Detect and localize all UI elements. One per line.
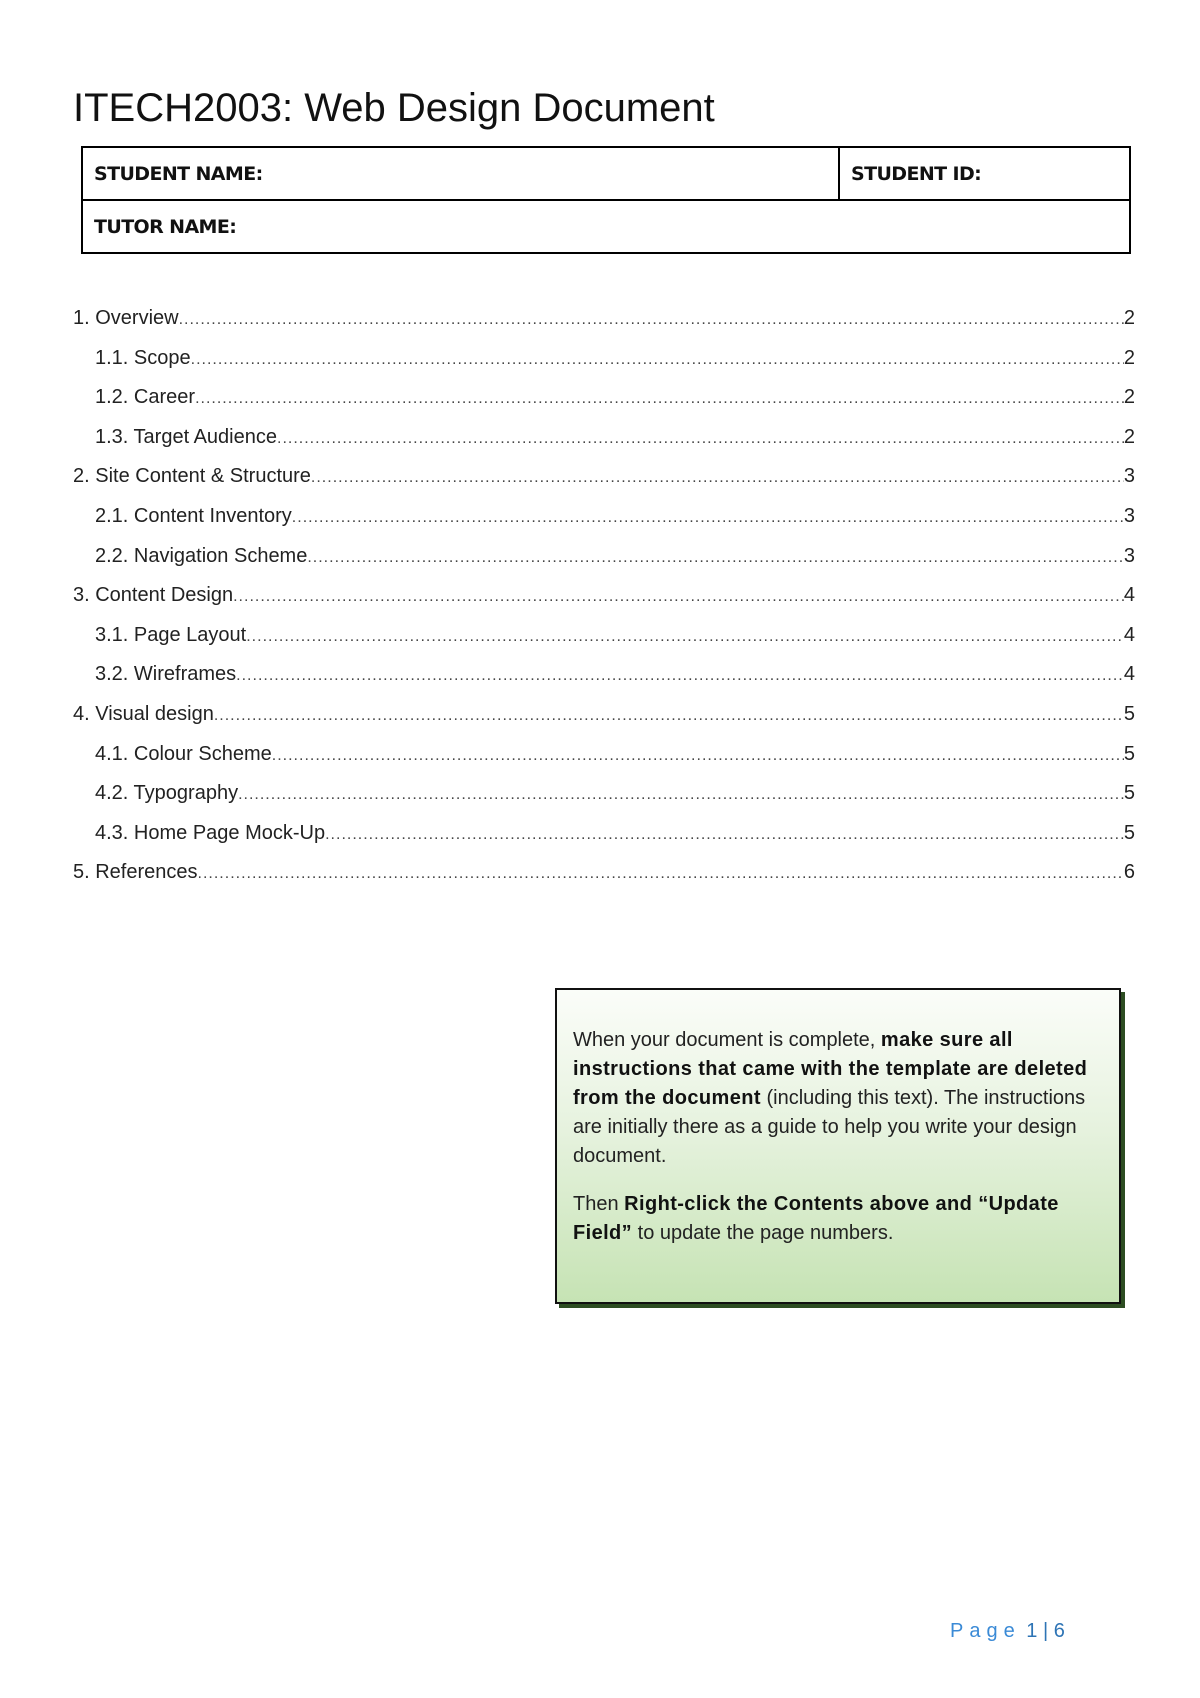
toc-entry[interactable]	[73, 299, 1135, 339]
student-id-label: STUDENT ID:	[851, 162, 982, 185]
toc-entry-label[interactable]: 2. Site Content & Structure	[73, 465, 311, 488]
toc-dot-leader	[179, 300, 1124, 340]
toc-dot-leader	[214, 696, 1124, 736]
toc-dot-leader	[272, 736, 1124, 776]
instruction-note-box	[555, 988, 1121, 1304]
toc-entry-label[interactable]: 1.2. Career	[95, 386, 196, 409]
toc-dot-leader	[246, 617, 1124, 657]
toc-entry-label[interactable]: 3.2. Wireframes	[95, 663, 237, 686]
student-info-row	[82, 147, 1130, 200]
instruction-text: Then	[573, 1193, 625, 1215]
instruction-emphasis: Right-click the Contents above and “Update Field”	[573, 1193, 1059, 1244]
toc-entry-page-number[interactable]: 3	[1123, 504, 1135, 527]
toc-entry[interactable]	[73, 537, 1135, 577]
toc-entry[interactable]	[73, 853, 1135, 893]
toc-entry-page-number[interactable]: 2	[1123, 307, 1135, 329]
toc-entry[interactable]	[73, 616, 1135, 656]
toc-entry-page-number[interactable]: 5	[1123, 782, 1135, 805]
student-name-cell[interactable]	[82, 147, 839, 200]
table-of-contents	[73, 299, 1135, 893]
toc-entry[interactable]	[73, 457, 1135, 497]
instruction-emphasis: make sure all instructions that came with the template are deleted from the document	[573, 1029, 1088, 1109]
toc-entry-label[interactable]: 5. References	[73, 861, 198, 884]
toc-entry-label[interactable]: 4.2. Typography	[95, 782, 239, 805]
toc-entry[interactable]	[73, 774, 1135, 814]
toc-entry-label[interactable]: 4.3. Home Page Mock-Up	[95, 821, 326, 844]
toc-dot-leader	[307, 538, 1124, 578]
toc-entry-page-number[interactable]: 4	[1123, 623, 1135, 646]
toc-entry-page-number[interactable]: 3	[1123, 544, 1135, 567]
toc-dot-leader	[277, 419, 1124, 459]
toc-entry[interactable]	[73, 497, 1135, 537]
tutor-name-cell[interactable]	[82, 200, 1130, 253]
student-name-label: STUDENT NAME:	[94, 162, 263, 185]
toc-entry-label[interactable]: 1.1. Scope	[95, 346, 191, 369]
instruction-paragraph-1	[573, 1026, 1103, 1171]
toc-entry-page-number[interactable]: 2	[1123, 425, 1135, 448]
toc-entry-page-number[interactable]: 3	[1123, 465, 1135, 488]
toc-dot-leader	[198, 854, 1124, 894]
instruction-text: to update the page numbers.	[632, 1222, 894, 1244]
tutor-info-row	[82, 200, 1130, 253]
toc-entry-label[interactable]: 1. Overview	[73, 307, 179, 329]
instruction-text: When your document is complete,	[573, 1029, 881, 1051]
toc-entry-page-number[interactable]: 2	[1123, 346, 1135, 369]
toc-entry-page-number[interactable]: 5	[1123, 742, 1135, 765]
page-separator: |	[1042, 1620, 1049, 1642]
toc-entry-page-number[interactable]: 5	[1123, 702, 1135, 725]
tutor-name-label: TUTOR NAME:	[94, 215, 237, 238]
toc-entry-label[interactable]: 2.1. Content Inventory	[95, 504, 292, 527]
instruction-paragraph-2	[573, 1190, 1103, 1248]
toc-entry-label[interactable]: 2.2. Navigation Scheme	[95, 544, 308, 567]
toc-dot-leader	[195, 379, 1124, 419]
page-number-footer	[950, 1620, 1065, 1643]
toc-entry-page-number[interactable]: 6	[1123, 861, 1135, 884]
toc-entry-page-number[interactable]: 4	[1123, 584, 1135, 607]
student-info-table	[81, 146, 1131, 254]
toc-entry[interactable]	[73, 735, 1135, 775]
toc-dot-leader	[233, 577, 1124, 617]
toc-entry-label[interactable]: 1.3. Target Audience	[95, 425, 277, 448]
toc-entry[interactable]	[73, 418, 1135, 458]
toc-entry[interactable]	[73, 695, 1135, 735]
toc-dot-leader	[325, 815, 1124, 855]
document-title: ITECH2003: Web Design Document	[73, 86, 715, 130]
toc-entry[interactable]	[73, 339, 1135, 379]
toc-entry-label[interactable]: 3.1. Page Layout	[95, 623, 247, 646]
toc-entry-page-number[interactable]: 5	[1123, 821, 1135, 844]
toc-entry[interactable]	[73, 576, 1135, 616]
toc-dot-leader	[292, 498, 1124, 538]
total-pages-number: 6	[1053, 1620, 1065, 1642]
toc-entry[interactable]	[73, 655, 1135, 695]
toc-entry-page-number[interactable]: 2	[1123, 386, 1135, 409]
toc-dot-leader	[191, 340, 1124, 380]
toc-dot-leader	[311, 458, 1124, 498]
current-page-number: 1	[1026, 1620, 1038, 1642]
toc-entry[interactable]	[73, 378, 1135, 418]
page-word: Page	[950, 1620, 1021, 1642]
toc-entry-label[interactable]: 4.1. Colour Scheme	[95, 742, 272, 765]
toc-entry[interactable]	[73, 814, 1135, 854]
toc-entry-page-number[interactable]: 4	[1123, 663, 1135, 686]
toc-dot-leader	[236, 656, 1124, 696]
toc-entry-label[interactable]: 3. Content Design	[73, 584, 234, 607]
toc-dot-leader	[238, 775, 1124, 815]
student-id-cell[interactable]	[839, 147, 1130, 200]
toc-entry-label[interactable]: 4. Visual design	[73, 702, 214, 725]
instruction-text: (including this text). The instructions are initially there as a guide to help you write your design document.	[573, 1087, 1086, 1167]
